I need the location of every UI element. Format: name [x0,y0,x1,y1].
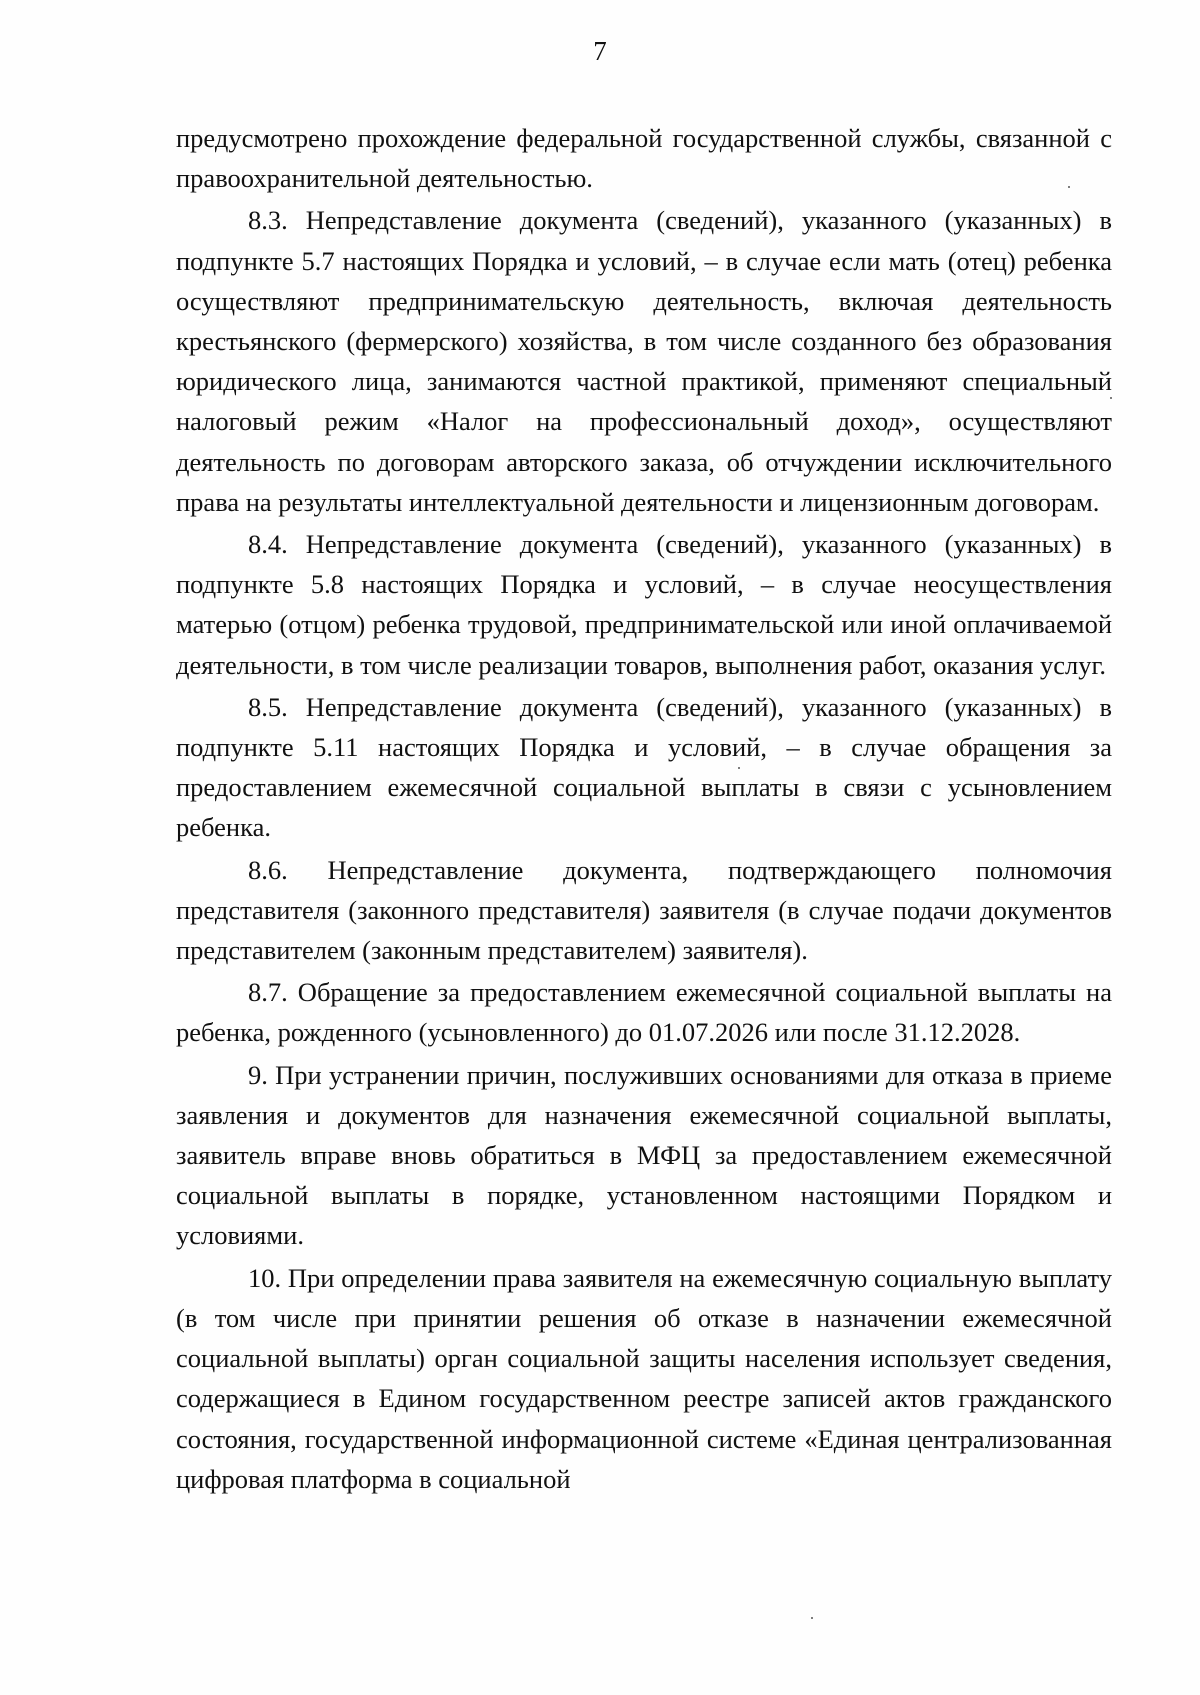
paragraph-8-6: 8.6. Непредставление документа, подтверждающего полномочия представителя (законного представителя) заявителя (в случае подачи документов представителем (законным представителем) заявителя). [176,854,1112,966]
scan-speck [1068,186,1070,188]
paragraph-continuation: предусмотрено прохождение федеральной государственной службы, связанной с правоохранительной деятельностью. [176,123,1112,194]
paragraph-8-7: 8.7. Обращение за предоставлением ежемесячной социальной выплаты на ребенка, рожденного (усыновленного) до 01.07.2026 или после 31.12.2028. [176,977,1112,1048]
paragraph-10: 10. При определении права заявителя на ежемесячную социальную выплату (в том числе при принятии решения об отказе в назначении ежемесячной социальной выплаты) орган социальной защиты населения использует сведения, содержащиеся в Едином государственном реестре записей актов гражданского состояния, государственной информационной системе «Единая централизованная цифровая платформа в социальной [176,1262,1112,1494]
scan-speck [811,1617,813,1619]
page-number: 7 [593,36,607,66]
scan-speck [1110,397,1112,399]
scan-speck [738,767,740,769]
paragraph-8-3: 8.3. Непредставление документа (сведений), указанного (указанных) в подпункте 5.7 настоящих Порядка и условий, – в случае если мать (отец) ребенка осуществляют предпринимательскую деятельность, включая деятельность крестьянского (фермерского) хозяйства, в том числе созданного без образования юридического лица, занимаются частной практикой, применяют специальный налоговый режим «Налог на профессиональный доход», осуществляют деятельность по договорам авторского заказа, об отчуждении исключительного права на результаты интеллектуальной деятельности и лицензионным договорам. [176,205,1112,517]
paragraph-8-5: 8.5. Непредставление документа (сведений), указанного (указанных) в подпункте 5.11 настоящих Порядка и условий, – в случае обращения за предоставлением ежемесячной социальной выплаты в связи с усыновлением ребенка. [176,691,1112,843]
document-body [176,118,1112,1499]
paragraph-8-4: 8.4. Непредставление документа (сведений), указанного (указанных) в подпункте 5.8 настоящих Порядка и условий, – в случае неосуществления матерью (отцом) ребенка трудовой, предпринимательской или иной оплачиваемой деятельности, в том числе реализации товаров, выполнения работ, оказания услуг. [176,529,1112,680]
paragraph-9: 9. При устранении причин, послуживших основаниями для отказа в приеме заявления и документов для назначения ежемесячной социальной выплаты, заявитель вправе вновь обратиться в МФЦ за предоставлением ежемесячной социальной выплаты в порядке, установленном настоящими Порядком и условиями. [176,1059,1112,1251]
